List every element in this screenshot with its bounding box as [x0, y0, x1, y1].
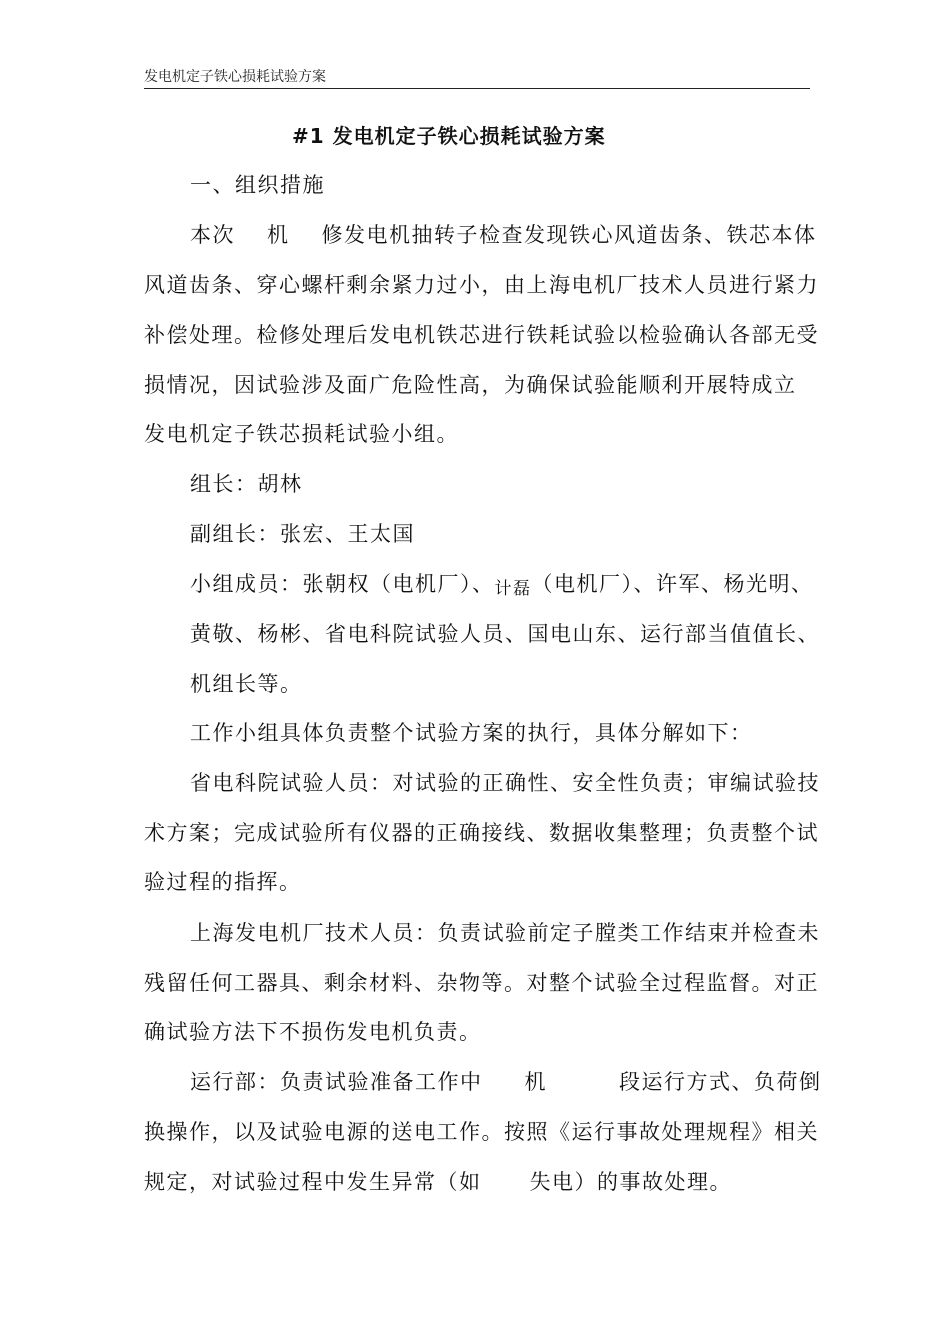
shanghai-line-1: 上海发电机厂技术人员：负责试验前定子膛类工作结束并检查未 [190, 921, 820, 945]
members-line-1-b: （电机厂）、许军、杨光明、 [531, 572, 814, 596]
operation-line-3-b: 失电）的事故处理。 [529, 1170, 732, 1194]
page-header [144, 66, 810, 89]
header-text: 发电机定子铁心损耗试验方案 [144, 69, 326, 85]
intro-line-2: 风道齿条、穿心螺杆剩余紧力过小，由上海电机厂技术人员进行紧力 [144, 273, 819, 297]
intro-line-5: 发电机定子铁芯损耗试验小组。 [144, 422, 459, 446]
operation-line-1-a: 运行部：负责试验准备工作中 [190, 1070, 483, 1094]
deputy-line: 副组长：张宏、王太国 [190, 522, 415, 546]
shanghai-line-3: 确试验方法下不损伤发电机负责。 [144, 1020, 482, 1044]
provincial-line-3: 验过程的指挥。 [144, 870, 302, 894]
section-heading: 一、组织措施 [190, 173, 325, 197]
provincial-line-2: 术方案；完成试验所有仪器的正确接线、数据收集整理；负责整个试 [144, 821, 819, 845]
shanghai-line-2: 残留任何工器具、剩余材料、杂物等。对整个试验全过程监督。对正 [144, 971, 819, 995]
operation-line-1-c: 段运行方式、负荷倒 [619, 1070, 822, 1094]
document-title: #1 发电机定子铁心损耗试验方案 [292, 124, 606, 148]
intro-line-4: 损情况，因试验涉及面广危险性高，为确保试验能顺利开展特成立 [144, 373, 797, 397]
division-intro: 工作小组具体负责整个试验方案的执行，具体分解如下： [190, 721, 753, 745]
operation-line-1-b: 机 [524, 1070, 547, 1094]
operation-line-3 [144, 1167, 732, 1197]
leader-line: 组长：胡林 [190, 472, 303, 496]
intro-line-1-c: 修发电机抽转子检查发现铁心风道齿条、铁芯本体 [321, 223, 817, 247]
operation-line-3-a: 规定，对试验过程中发生异常（如 [144, 1170, 482, 1194]
members-line-2: 黄敬、杨彬、省电科院试验人员、国电山东、运行部当值值长、 [190, 622, 820, 646]
members-line-1-name: 计磊 [494, 579, 532, 599]
members-line-3: 机组长等。 [190, 672, 303, 696]
intro-line-3: 补偿处理。检修处理后发电机铁芯进行铁耗试验以检验确认各部无受 [144, 323, 819, 347]
members-line-1-a: 小组成员：张朝权（电机厂）、 [190, 572, 495, 596]
operation-line-1 [190, 1067, 822, 1097]
operation-line-2: 换操作，以及试验电源的送电工作。按照《运行事故处理规程》相关 [144, 1120, 819, 1144]
intro-line-1-b: 机 [267, 223, 290, 247]
intro-line-1-a: 本次 [190, 223, 235, 247]
intro-line-1 [190, 220, 817, 250]
provincial-line-1: 省电科院试验人员：对试验的正确性、安全性负责；审编试验技 [190, 771, 820, 795]
members-line-1 [190, 569, 814, 601]
